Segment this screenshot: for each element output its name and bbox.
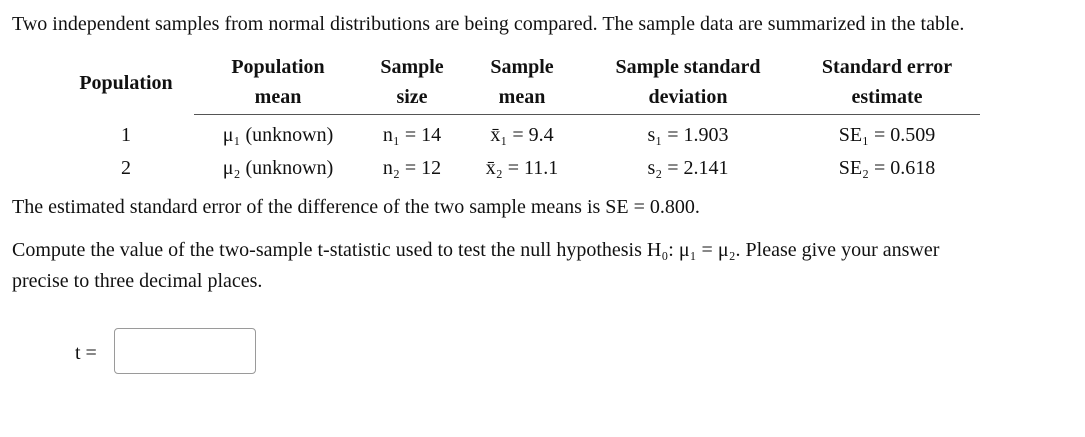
- cell-sample-size: n₂ = 12: [382, 157, 442, 179]
- question-text-line1: Compute the value of the two-sample t-statistic used to test the null hypothesis H₀: μ₁ = μ₂. Please give your answer: [12, 239, 940, 261]
- header-population: Population: [79, 72, 173, 95]
- table-header-row: [58, 52, 980, 82]
- header-sample-mean-line1: Sample: [490, 56, 554, 78]
- header-sample-sd-line1: Sample standard: [615, 56, 761, 78]
- cell-population: 1: [121, 123, 131, 146]
- answer-label: t =: [75, 342, 97, 364]
- cell-sample-sd: s₁ = 1.903: [647, 124, 729, 146]
- cell-population-mean: μ₁ (unknown): [222, 124, 334, 146]
- header-sample-size-line1: Sample: [380, 56, 444, 78]
- question-text-line2: precise to three decimal places.: [12, 270, 263, 292]
- answer-input[interactable]: [114, 328, 256, 374]
- header-sample-size-line2: size: [362, 82, 462, 115]
- header-population-mean-line1: Population: [231, 56, 325, 78]
- intro-text: Two independent samples from normal distributions are being compared. The sample data are summarized in the table.: [12, 13, 965, 35]
- standard-error-sentence: The estimated standard error of the difference of the two sample means is SE = 0.800.: [12, 196, 700, 218]
- cell-population-mean: μ₂ (unknown): [222, 157, 334, 179]
- header-standard-error-line2: estimate: [794, 82, 980, 115]
- table-header-row: [58, 82, 980, 115]
- cell-standard-error: SE₁ = 0.509: [838, 124, 936, 146]
- table-row: [58, 152, 980, 185]
- cell-standard-error: SE₂ = 0.618: [838, 157, 936, 179]
- table-row: [58, 115, 980, 153]
- header-population-mean-line2: mean: [194, 82, 362, 115]
- cell-sample-mean: x̄₂ = 11.1: [485, 157, 559, 179]
- cell-sample-sd: s₂ = 2.141: [647, 157, 729, 179]
- header-sample-sd-line2: deviation: [582, 82, 794, 115]
- cell-population: 2: [121, 157, 131, 179]
- header-sample-mean-line2: mean: [462, 82, 582, 115]
- cell-sample-size: n₁ = 14: [382, 124, 442, 146]
- cell-sample-mean: x̄₁ = 9.4: [490, 124, 554, 146]
- header-standard-error-line1: Standard error: [821, 56, 953, 78]
- summary-table: [58, 52, 980, 185]
